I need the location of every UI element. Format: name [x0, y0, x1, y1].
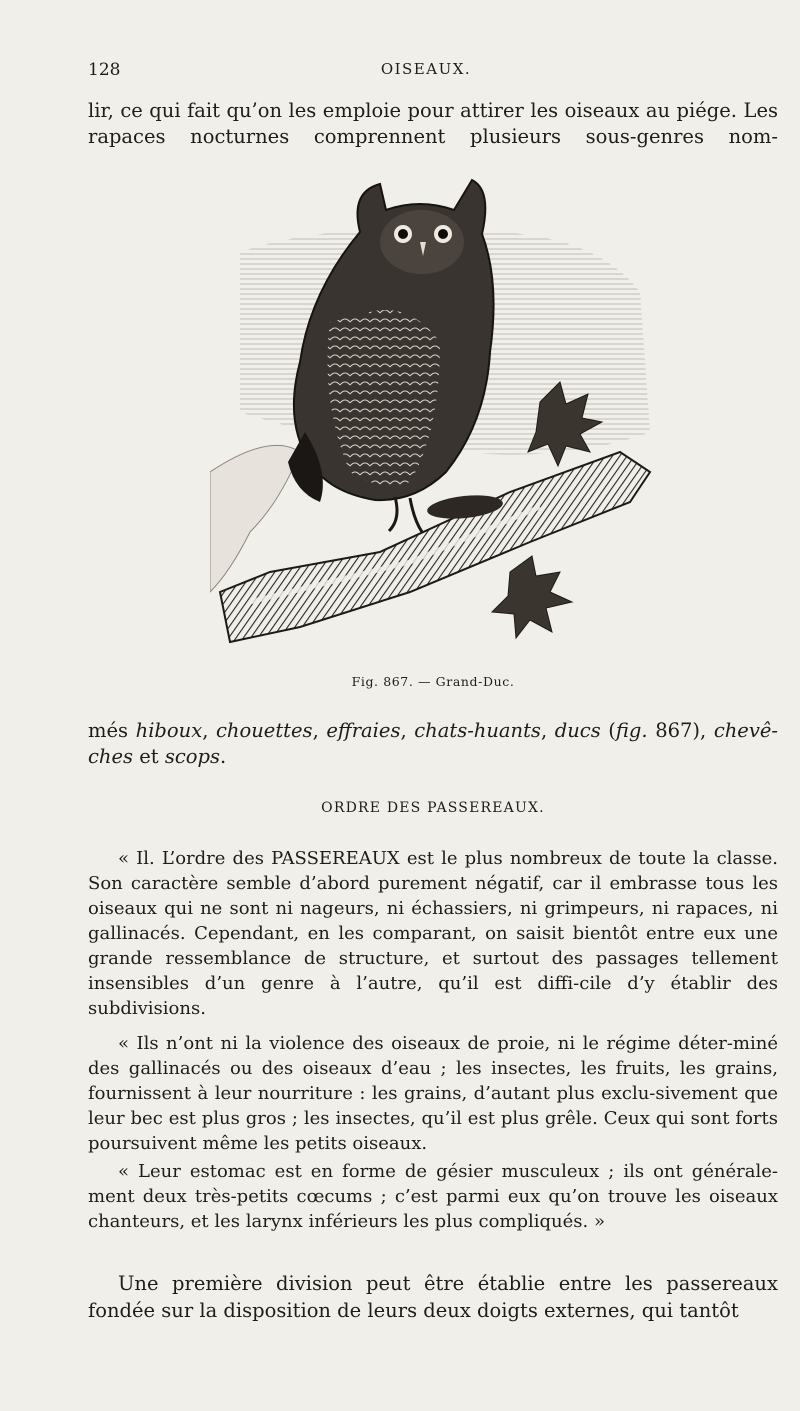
text-fragment: ( [600, 719, 616, 742]
text-fragment: , [312, 719, 327, 742]
term-effraies: effraies [326, 719, 401, 742]
text-fragment: . [219, 745, 227, 768]
text-fragment: més [88, 719, 136, 742]
paragraph-intro: lir, ce qui fait qu’on les emploie pour attirer les oiseaux au piége. Les rapaces nocturnes comprennent plusieurs sous-genres nom- [88, 99, 778, 148]
text-fragment: et [133, 745, 165, 768]
owl-illustration [210, 172, 670, 662]
term-hiboux: hiboux [135, 719, 203, 742]
page-number: 128 [88, 60, 121, 80]
text-fragment: , [540, 719, 555, 742]
term-chats-huants: chats-huants [414, 719, 541, 742]
text-fragment: , [400, 719, 415, 742]
paragraph-quote-2: « Ils n’ont ni la violence des oiseaux de proie, ni le régime déter-miné des gallinacés ou des oiseaux d’eau ; les insectes, les fruits, les grains, fournissent à leur nourriture : les grains, d’autant plus exclu-sivement que leur bec est plus gros ; les insectes, qu’il est plus grêle. Ceux qui sont forts poursuivent même les petits oiseaux. [88, 1033, 778, 1154]
term-chouettes: chouettes [216, 719, 313, 742]
paragraph-quote-3: « Leur estomac est en forme de gésier musculeux ; ils ont générale-ment deux très-petits cœcums ; c’est parmi eux qu’on trouve les oiseaux chanteurs, et les larynx inférieurs les plus compliqués. » [88, 1161, 778, 1232]
paragraph-division: Une première division peut être établie entre les passereaux fondée sur la disposition de leurs deux doigts externes, qui tantôt [88, 1272, 778, 1322]
term-scops: scops [164, 745, 220, 768]
term-ducs: ducs [554, 719, 601, 742]
running-head: OISEAUX. [380, 60, 472, 78]
paragraph-quote-1: « Il. L’ordre des PASSEREAUX est le plus nombreux de toute la classe. Son caractère semble d’abord purement négatif, car il embrasse tous les oiseaux qui ne sont ni nageurs, ni échassiers, ni grimpeurs, ni rapaces, ni gallinacés. Cependant, en les comparant, on saisit bientôt entre eux une grande ressemblance de structure, et surtout des passages tellement insensibles d’un genre à l’autre, qu’il est diffi-cile d’y établir des subdivisions. [88, 848, 778, 1019]
figure-caption: Fig. 867. — Grand-Duc. [351, 674, 515, 689]
text-fragment: 867), [647, 719, 714, 742]
section-heading: ORDRE DES PASSEREAUX. [321, 800, 545, 816]
page-header [88, 60, 764, 84]
figure-reference: fig. [615, 719, 648, 742]
term-cheveches: chevê-ches [88, 719, 778, 768]
paragraph-owl-names [88, 718, 778, 770]
text-fragment: , [202, 719, 217, 742]
